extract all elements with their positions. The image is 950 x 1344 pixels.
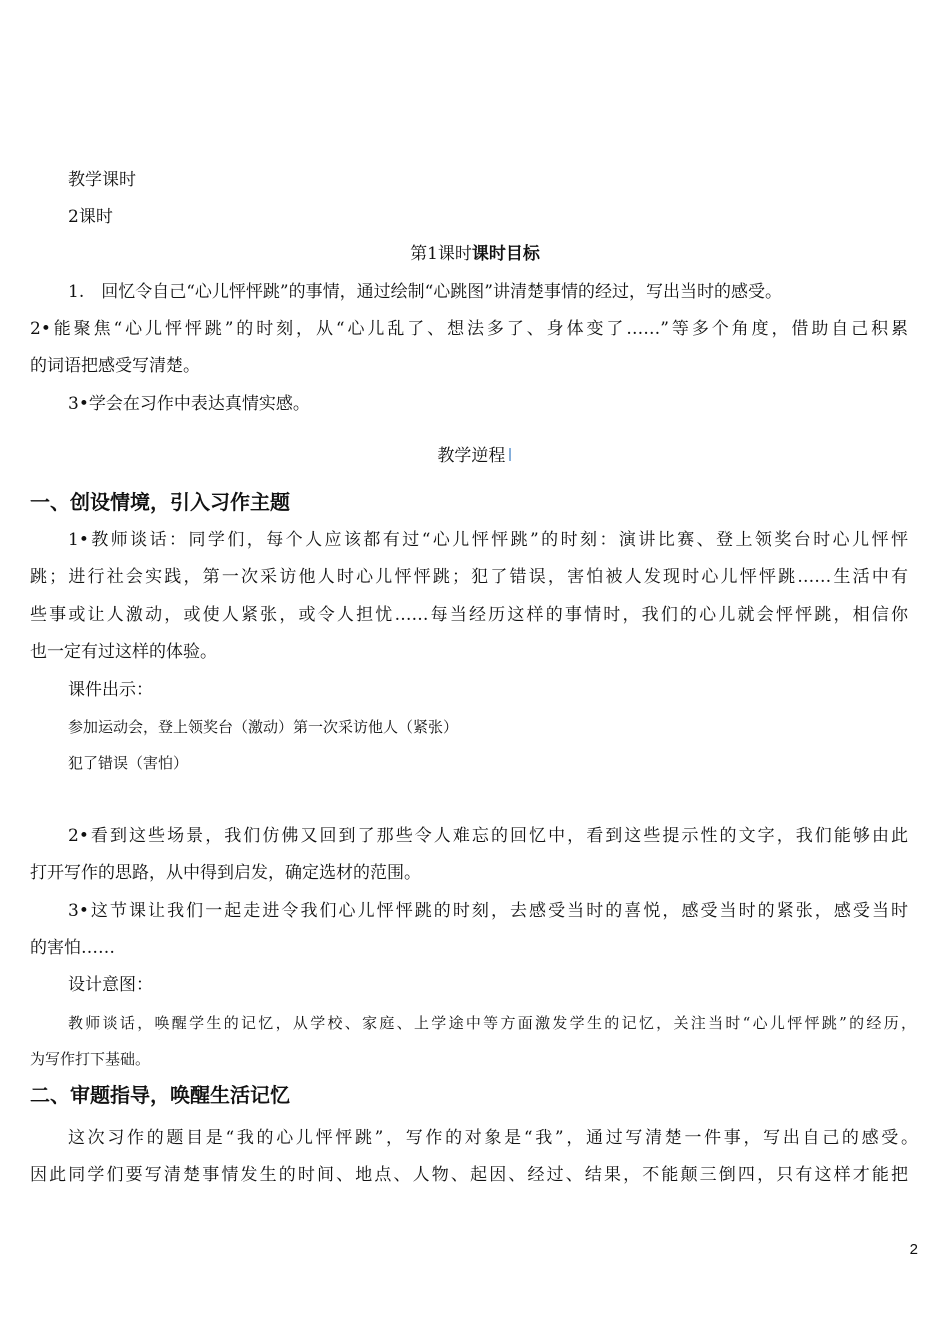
section2-para1-line2: 因此同学们要写清楚事情发生的时间、地点、人物、起因、经过、结果，不能颠三倒四，只有这样才能把 — [30, 1165, 908, 1185]
section1-para1-line3: 些事或让人激动，或使人紧张，或令人担忧……每当经历这样的事情时，我们的心儿就会怦怦跳，相信你 — [30, 605, 908, 625]
section1-para1-line2: 跳；进行社会实践，第一次采访他人时心儿怦怦跳；犯了错误，害怕被人发现时心儿怦怦跳……生活中有 — [30, 567, 908, 587]
goal-line-2: 2•能聚焦“心儿怦怦跳”的时刻，从“心儿乱了、想法多了、身体变了……”等多个角度，借助自己积累 — [30, 319, 908, 339]
section2-heading: 二、审题指导，唤醒生活记忆 — [30, 1083, 290, 1107]
section1-para2-line2: 打开写作的思路，从中得到启发，确定选材的范围。 — [30, 863, 421, 883]
section1-para1-line4: 也一定有过这样的体验。 — [30, 642, 217, 662]
goal-line-1: 1. 回忆令自己“心儿怦怦跳”的事情，通过绘制“心跳图”讲清楚事情的经过，写出当时的感受。 — [68, 282, 782, 302]
section1-para3-line1: 3•这节课让我们一起走进令我们心儿怦怦跳的时刻，去感受当时的喜悦，感受当时的紧张，感受当时 — [68, 901, 908, 921]
goal-line-4: 3•学会在习作中表达真情实感。 — [68, 394, 310, 414]
lesson-prefix: 第1课时 — [410, 244, 472, 264]
process-title-text: 教学逆程 — [437, 446, 506, 466]
section1-para3-line2: 的害怕…… — [30, 938, 115, 958]
teaching-period-value: 2课时 — [68, 207, 113, 227]
teaching-period-label: 教学课时 — [68, 170, 136, 190]
lesson-title: 课时目标 — [471, 244, 540, 264]
section2-para1-line1: 这次习作的题目是“我的心儿怦怦跳”，写作的对象是“我”，通过写清楚一件事，写出自己的感受。 — [68, 1128, 918, 1148]
lesson-goal-title — [0, 243, 950, 265]
courseware-line-1: 参加运动会，登上领奖台（激动）第一次采访他人（紧张） — [68, 718, 459, 736]
courseware-line-2: 犯了错误（害怕） — [68, 754, 189, 772]
text-cursor-icon: I — [507, 445, 513, 466]
section1-para2-line1: 2•看到这些场景，我们仿佛又回到了那些令人难忘的回忆中，看到这些提示性的文字，我们能够由此 — [68, 826, 908, 846]
process-title — [0, 445, 950, 467]
section1-heading: 一、创设情境，引入习作主题 — [30, 490, 290, 514]
design-intent-line-2: 为写作打下基础。 — [30, 1050, 151, 1068]
design-intent-line-1: 教师谈话，唤醒学生的记忆，从学校、家庭、上学途中等方面激发学生的记忆，关注当时“心儿怦怦跳”的经历， — [68, 1014, 916, 1032]
goal-line-3: 的词语把感受写清楚。 — [30, 356, 200, 376]
page-number: 2 — [909, 1241, 918, 1258]
courseware-label: 课件出示： — [68, 680, 153, 700]
design-intent-label: 设计意图： — [68, 975, 153, 995]
section1-para1-line1: 1•教师谈话：同学们，每个人应该都有过“心儿怦怦跳”的时刻：演讲比赛、登上领奖台时心儿怦怦 — [68, 530, 908, 550]
